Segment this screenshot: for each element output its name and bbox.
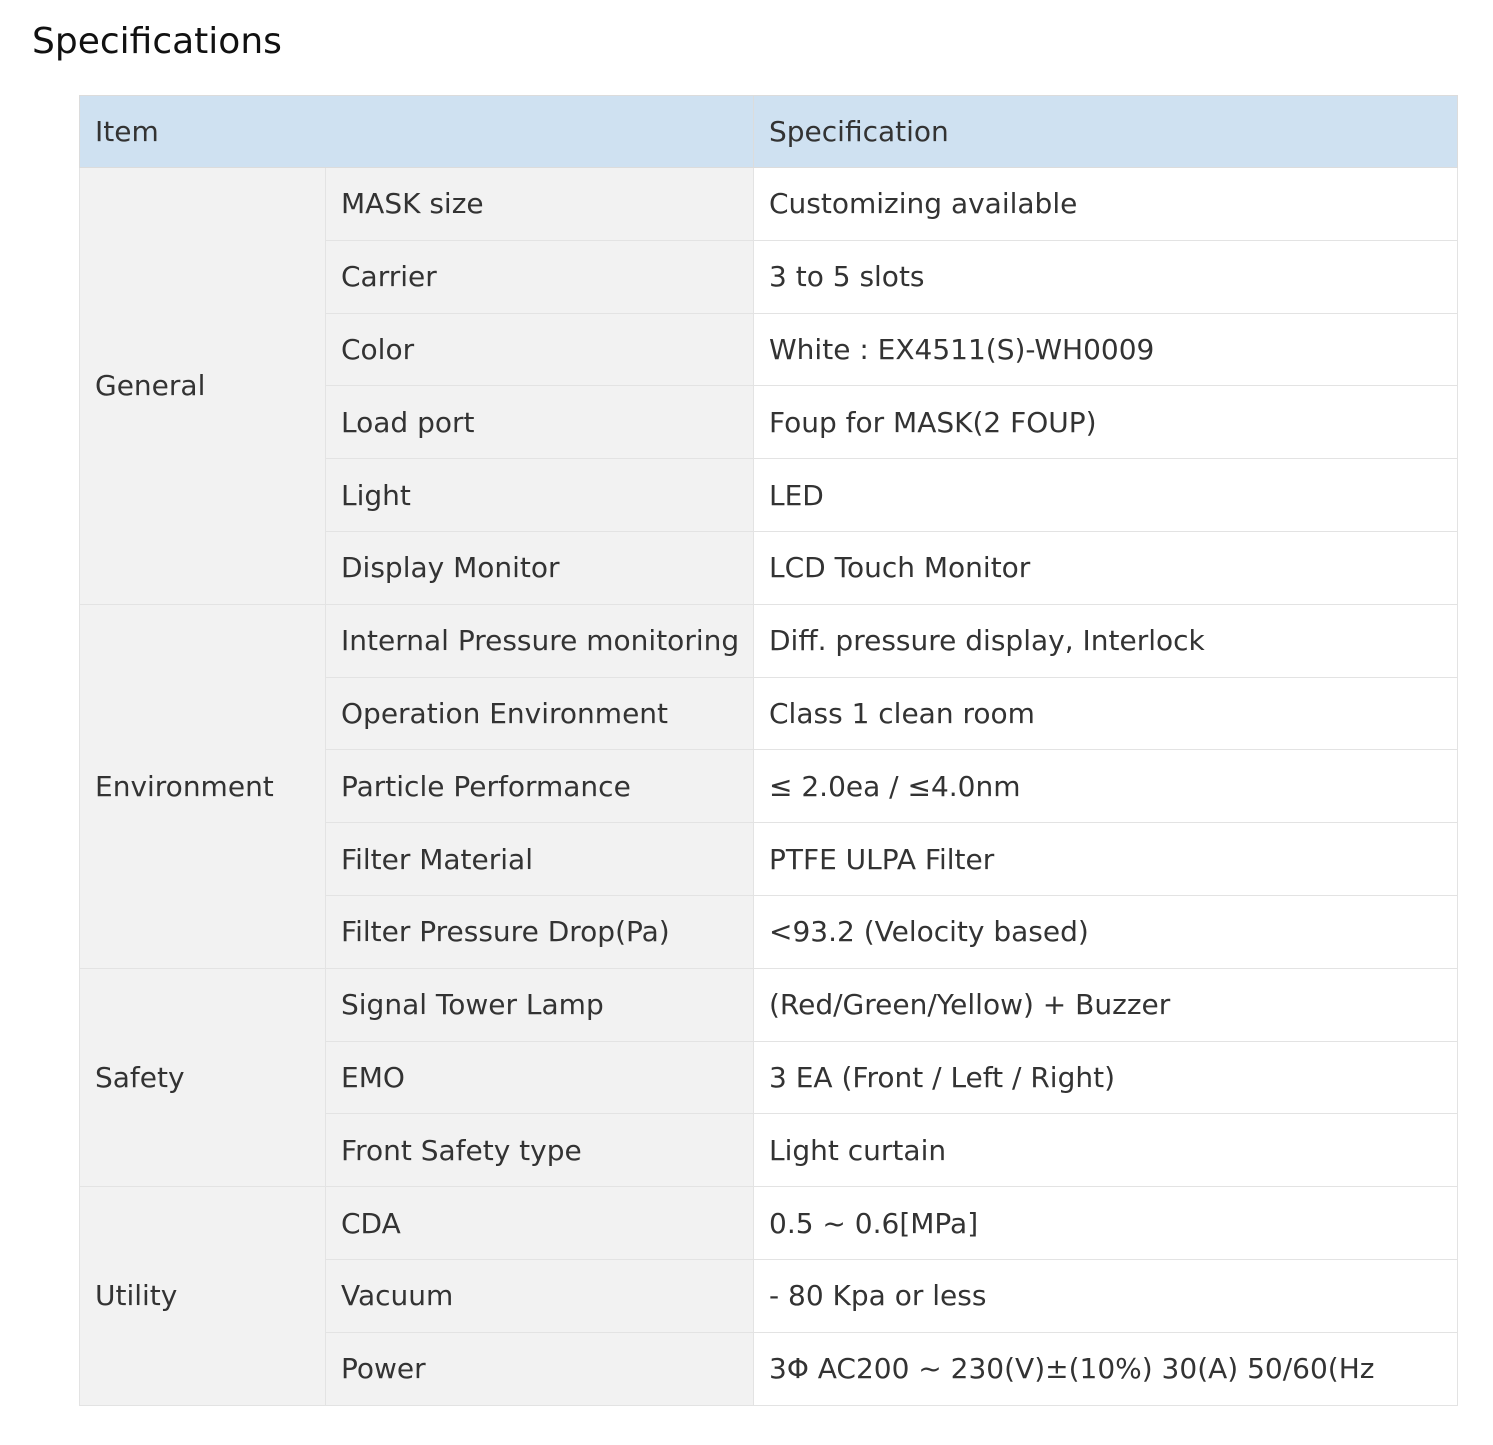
table-row xyxy=(80,168,1458,241)
spec-value-cell: (Red/Green/Yellow) + Buzzer xyxy=(754,968,1458,1041)
spec-value-cell: Class 1 clean room xyxy=(754,677,1458,750)
spec-value-cell: White : EX4511(S)-WH0009 xyxy=(754,313,1458,386)
spec-item-cell: CDA xyxy=(326,1187,754,1260)
page-title: Specifications xyxy=(32,21,282,62)
group-label: Utility xyxy=(80,1187,326,1405)
spec-item-cell: Light xyxy=(326,459,754,532)
spec-item-cell: Internal Pressure monitoring xyxy=(326,604,754,677)
spec-value-cell: LED xyxy=(754,459,1458,532)
spec-item-cell: MASK size xyxy=(326,168,754,241)
spec-value-cell: LCD Touch Monitor xyxy=(754,531,1458,604)
spec-value-cell: 3 to 5 slots xyxy=(754,240,1458,313)
spec-value-cell: <93.2 (Velocity based) xyxy=(754,895,1458,968)
spec-item-cell: Vacuum xyxy=(326,1259,754,1332)
spec-item-cell: Power xyxy=(326,1332,754,1405)
spec-value-cell: Light curtain xyxy=(754,1114,1458,1187)
group-label: Safety xyxy=(80,968,326,1186)
spec-item-cell: EMO xyxy=(326,1041,754,1114)
spec-item-cell: Operation Environment xyxy=(326,677,754,750)
spec-item-cell: Filter Pressure Drop(Pa) xyxy=(326,895,754,968)
table-header-row xyxy=(80,96,1458,168)
table-body xyxy=(80,168,1458,1406)
spec-value-cell: 3 EA (Front / Left / Right) xyxy=(754,1041,1458,1114)
spec-item-cell: Front Safety type xyxy=(326,1114,754,1187)
spec-item-cell: Signal Tower Lamp xyxy=(326,968,754,1041)
spec-item-cell: Particle Performance xyxy=(326,750,754,823)
spec-value-cell: - 80 Kpa or less xyxy=(754,1259,1458,1332)
spec-value-cell: Customizing available xyxy=(754,168,1458,241)
spec-item-cell: Filter Material xyxy=(326,823,754,896)
group-label: General xyxy=(80,168,326,605)
spec-value-cell: 0.5 ~ 0.6[MPa] xyxy=(754,1187,1458,1260)
spec-value-cell: 3Φ AC200 ~ 230(V)±(10%) 30(A) 50/60(Hz xyxy=(754,1332,1458,1405)
table-row xyxy=(80,604,1458,677)
header-item: Item xyxy=(80,96,754,168)
spec-item-cell: Load port xyxy=(326,386,754,459)
group-label: Environment xyxy=(80,604,326,968)
spec-item-cell: Color xyxy=(326,313,754,386)
spec-value-cell: Foup for MASK(2 FOUP) xyxy=(754,386,1458,459)
header-specification: Specification xyxy=(754,96,1458,168)
spec-item-cell: Carrier xyxy=(326,240,754,313)
spec-value-cell: PTFE ULPA Filter xyxy=(754,823,1458,896)
specifications-table xyxy=(79,95,1458,1406)
spec-value-cell: ≤ 2.0ea / ≤4.0nm xyxy=(754,750,1458,823)
table-row xyxy=(80,1187,1458,1260)
spec-item-cell: Display Monitor xyxy=(326,531,754,604)
table-row xyxy=(80,968,1458,1041)
spec-value-cell: Diff. pressure display, Interlock xyxy=(754,604,1458,677)
